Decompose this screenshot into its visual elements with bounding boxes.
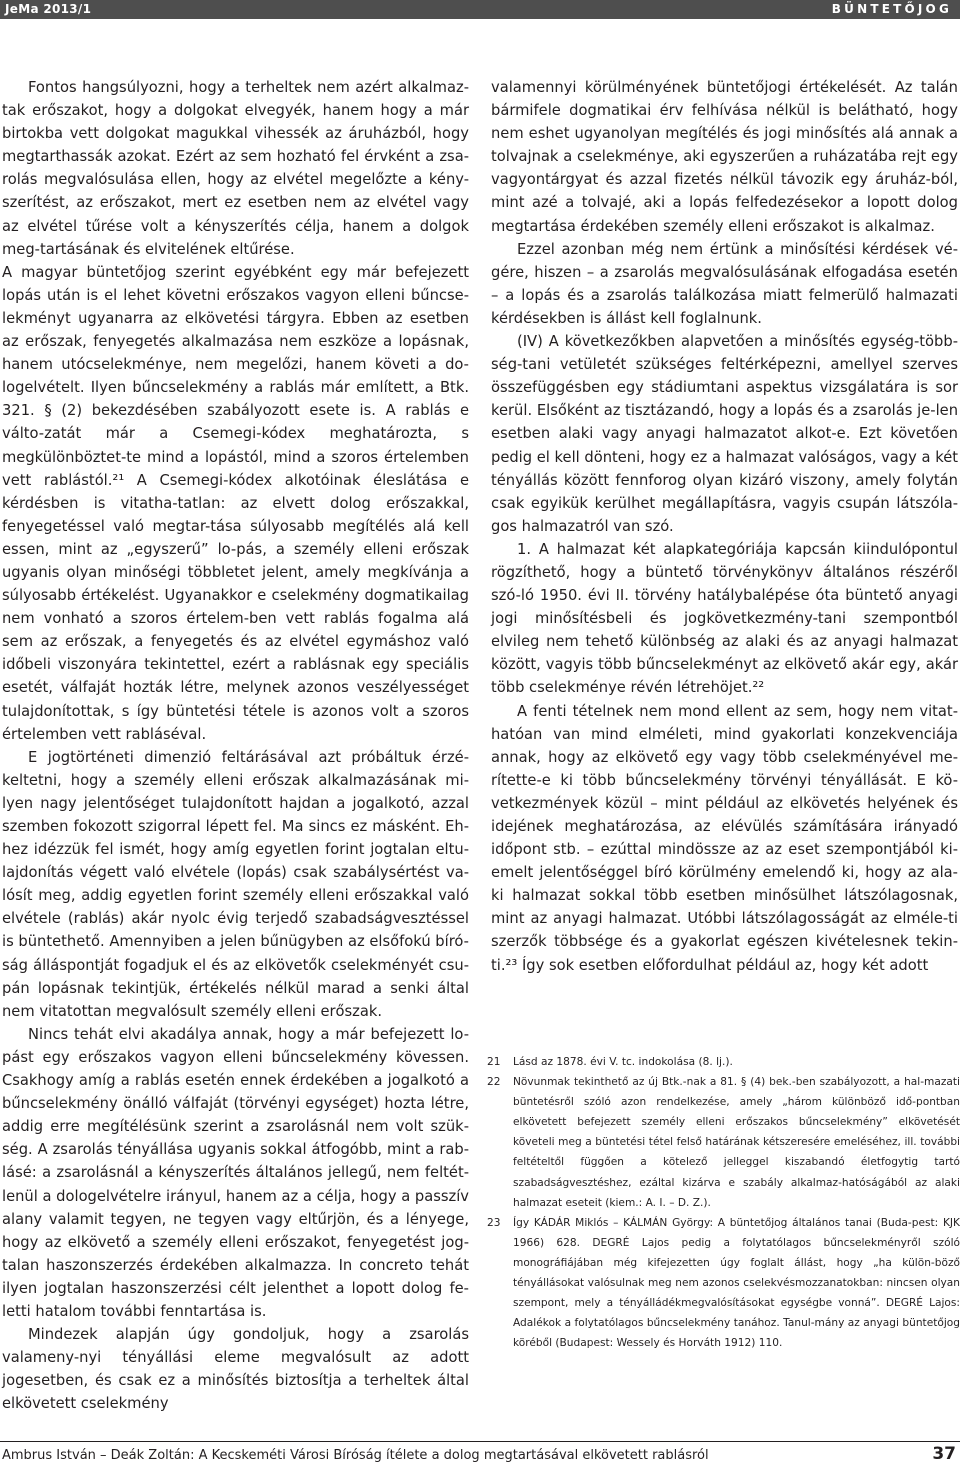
footnote xyxy=(487,1072,960,1213)
left-paragraph-5: Mindezek alapján úgy gondoljuk, hogy a zsarolás valameny-nyi tényállási eleme megvalósult az adott jogesetben, és csak ez a minősítés biztosítja a terheltek által elkövetett cselekmény xyxy=(2,1326,469,1413)
left-paragraph-4: Nincs tehát elvi akadálya annak, hogy a már befejezett lo-pást egy erőszakos vagyon elleni bűncselekmény kövessen. Csakhogy amíg a rablás esetén ennek érdekében a jogalkotó a bűncselekmény önálló válfaját (törvényi egységet) hozta létre, addig erre megítélésünk szerint a zsarolásnál nem volt szük-ség. A zsarolás tényállása ugyanis sokkal átfogóbb, mint a rab-lásé: a zsarolásnál a kényszerítés általános jellegű, nem feltét-lenül a dologelvételre irányul, hanem az a célja, hogy a passzív alany valamit tegyen, ne tegyen vagy eltűrjön, és a lényege, hogy az elkövető a személy elleni erőszakot, fenyegetést jog-talan haszonszerzés érdekében alkalmazza. In concreto tehát ilyen jogtalan haszonszerzési célt jelenthet a lopott dolog fe-letti hatalom további fenntartása is. xyxy=(2,1025,469,1320)
right-paragraph-3: (IV) A következőkben alapvetően a minősítés egység-több-ség-tani vetületét szükséges feltérképezni, amellyel szerves összefüggésben egy stádiumtani aspektus vizsgálatára is sor kerül. Elsőként az tisztázandó, hogy a lopás és a zsarolás je-len esetben alaki vagy anyagi halmazatot alkot-e. Ezt követően pedig el kell dönteni, hogy ez a halmazat valóságos, vagy a két tényállás között fennforog olyan kizáró viszony, amely folytán csak egyikük kerülhet megállapításra, vagyis csupán látszóla-gos halmazatról van szó. xyxy=(491,333,958,535)
right-paragraph-4: 1. A halmazat két alapkategóriája kapcsán kiindulópontul rögzíthető, hogy a büntető törvénykönyv általános részéről szó-ló 1950. évi II. törvény hatálybalépése óta büntető anyagi jogi minősítésbeli és jogkövetkezmény-tani szempontból elvileg nem tehető különbség az alaki és az anyagi halmazat között, vagyis több bűncselekményt az elkövető akár egy, akár több cselekménye révén létrehöjet.²² xyxy=(491,540,958,697)
right-paragraph-2: Ezzel azonban még nem értünk a minősítési kérdések vé-gére, hiszen – a zsarolás megvalósulásának elfogadása esetén – a lopás és a zsarolás találkozása miatt felmerülő halmazati kérdésekben is állást kell foglalnunk. xyxy=(491,240,958,327)
footnote-text: Növunmak tekinthető az új Btk.-nak a 81. § (4) bek.-ben szabályozott, a hal-mazati büntetésről szóló azon rendelkezése, amely „három különböző idő-pontban elkövetett befejezett személy elleni erőszakos bűncselekmény” elkövetését követeli meg a büntetési tétel felső határának kétszeresére emeléséhez, ill. további feltételtől függően a kötelező jelleggel kiszabandó életfogytig tartó szabadságvesztéshez, ezáltal kizárva e szabály alkalmaz-hatóságából az alaki halmazat eseteit (kiem.: A. I. – D. Z.). xyxy=(513,1076,960,1209)
footnote xyxy=(487,1052,960,1072)
right-paragraph-1: valamennyi körülményének büntetőjogi értékelését. Az talán bármifele dogmatikai érv felhívása nélkül is belátható, hogy nem eshet ugyanolyan megítélés és jogi minősítés alá annak a tolvajnak a cselekménye, aki egyszerűen a ruházatába rejt egy vagyontárgyat és azzal fizetés nélkül távozik egy áruház-ból, mint azé a tolvajé, aki a lopás felfedezésekor a lopott dolog megtartása érdekében személy elleni erőszakot is alkalmaz. xyxy=(491,79,958,235)
footnote-number: 21 xyxy=(487,1056,501,1068)
journal-issue-label: JeMa 2013/1 xyxy=(5,2,92,16)
footer-divider xyxy=(0,1441,960,1442)
footnote xyxy=(487,1213,960,1354)
footnote-text: Lásd az 1878. évi V. tc. indokolása (8. lj.). xyxy=(513,1056,733,1068)
footnote-number: 22 xyxy=(487,1076,501,1089)
running-footer-title: Ambrus István – Deák Zoltán: A Kecskeméti Városi Bíróság ítélete a dolog megtartásával elkövetett rablásról xyxy=(2,1448,709,1463)
left-paragraph-1: Fontos hangsúlyozni, hogy a terheltek nem azért alkalmaz-tak erőszakot, hogy a dolgokat elvegyék, hanem hogy a már birtokba vett dolgokat magukkal vihessék az áruházból, hogy megtarthassák azokat. Ezért az sem hozható fel érvként a zsa-rolás megvalósulása ellen, hogy az elvétel megelőzte a kény-szerítést, az erőszakot, mert ez esetben nem az elvétel vagy az elvétel tűrése volt a kényszerítés célja, hanem a dolgok meg-tartásának és elvitelének eltűrése. xyxy=(2,79,469,258)
page-number: 37 xyxy=(932,1444,956,1464)
footnote-number: 23 xyxy=(487,1216,501,1229)
footnotes xyxy=(487,1052,960,1353)
left-paragraph-3: E jogtörténeti dimenzió feltárásával azt próbáltuk érzé-keltetni, hogy a személy elleni erőszak alkalmazásának mi-lyen nagy jelentőséget tulajdonított hajdan a jogalkotó, azzal szemben fokozott szigorral lépett fel. Ma sincs ez másként. Eh-hez idézzük fel ismét, hogy amíg egyetlen forint jogtalan eltu-lajdonítás végett való elvétele (lopás) csak szabálysértést va-lósít meg, addig egyetlen forint személy elleni erőszakkal való elvétele (rablás) akár nyolc évig terjedő szabadságvesztéssel is büntethető. Amennyiben a jelen bűnügyben az elsőfokú bíró-ság álláspontját fogadjuk el és az elkövetők cselekményét csu-pán lopásnak tekintjük, értékelés nélkül marad a senki által nem vitatottan megvalósult személy elleni erőszak. xyxy=(2,748,469,1020)
left-paragraph-2: A magyar büntetőjog szerint egyébként egy már befejezett lopás után is el lehet követni erőszakos vagyon elleni bűncse-lekményt ugyanarra az elkövetési tárgyra. Ebben az esetben az erőszak, fenyegetés alkalmazása nem eszköze a lopásnak, hanem utócselekménye, nem megelőzi, hanem követi a do-logelvételt. Ilyen bűncselekmény a rablás már említett, a Btk. 321. § (2) bekezdésében szabályozott esete is. A rablás e válto-zatát már a Csemegi-kódex meghatározta, s megkülönböztet-te mind a lopástól, mind a szoros értelemben vett rablástól.²¹ A Csemegi-kódex alkotóinak éleslátása e kérdésben is vitatha-tatlan: az elvett dolog erőszakkal, fenyegetéssel való megtar-tása súlyosabb megítélés alá kell essen, mint az „egyszerű” lo-pás, a személy elleni erőszak ugyanis olyan minőségi többletet jelent, amely megkívánja a súlyosabb értékelést. Ugyanakkor e cselekmény dogmatikailag nem vonható a szoros értelem-ben vett rablás fogalma alá sem az erőszak, a fenyegetés és az elvétel egymáshoz való időbeli viszonyára tekintettel, ezért a rablásnak egy speciális esetét, válfaját hozták létre, melynek azonos veszélyességet tulajdonítottak, s így büntetési tétele is azonos volt a szoros értelemben vett rabláséval. xyxy=(2,263,469,743)
right-paragraph-5: A fenti tételnek nem mond ellent az sem, hogy nem vitat-hatóan van mind elméleti, mind gyakorlati konzekvenciája annak, hogy az elkövető egy vagy több cselekményével me-rítette-e ki több bűncselekmény törvényi tényállását. E kö-vetkezmények közül – mint például az elkövetés helyének és idejének meghatározása, az elévülés számítására irányadó időpont stb. – ezúttal mindössze az az eset szempontjából ki-emelt jelentőséggel bíró körülmény emelendő ki, hogy az ala-ki halmazat sokkal több esetben minősülhet látszólagosnak, mint az anyagi halmazat. Utóbbi látszólagosságát az elméle-ti szerzők többsége és a gyakorlat egészen kivételesnek tekin-ti.²³ Így sok esetben előfordulhat például az, hogy két adott xyxy=(491,702,958,974)
left-text-column xyxy=(2,76,469,1415)
right-text-column xyxy=(491,76,958,977)
journal-header-bar xyxy=(0,0,960,19)
section-title: BÜNTETŐJOG xyxy=(831,2,952,16)
footnote-text: Így KÁDÁR Miklós – KÁLMÁN György: A büntetőjog általános tanai (Buda-pest: KJK 1966) 628. DEGRÉ Lajos pedig a folytatólagos bűncselekményről szóló monográfiájában még kifejezetten úgy foglalt állást, hogy „ha külön-böző tényállásokat valósulnak meg nem azonos cselekvésmozzanatokban: nincsen olyan szempont, mely a tényálládékmegvalósításokat egységbe vonná”. DEGRÉ Lajos: Adalékok a folytatólagos bűncselekmény tanához. Tanul-mány az anyagi büntetőjog köréből (Budapest: Wessely és Horváth 1912) 110. xyxy=(513,1216,960,1350)
